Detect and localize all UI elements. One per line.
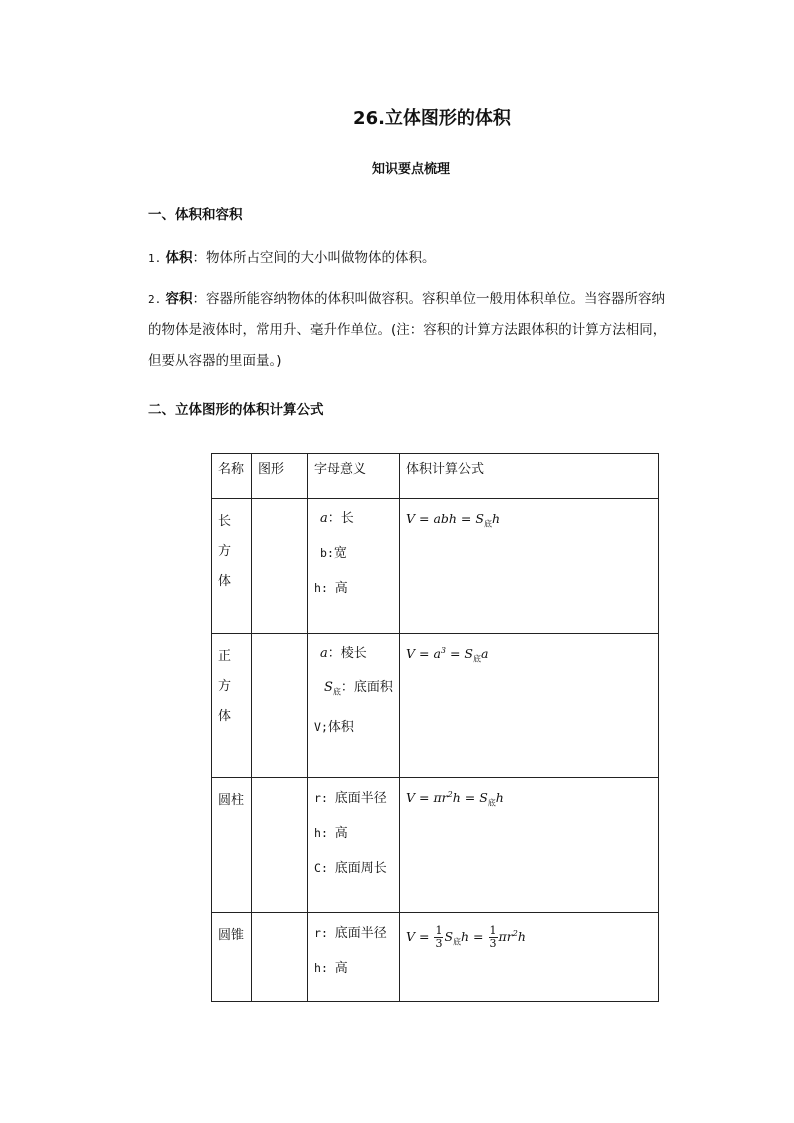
meaning-line: r: 底面半径 [314,926,387,941]
formula-cell [400,778,659,913]
letter-meaning-cell [308,913,400,1002]
letter-meaning-cell [308,499,400,634]
header-letter-meaning: 字母意义 [308,454,400,499]
table-row-cube [212,634,659,778]
figure-cell [252,634,308,778]
meaning-line: h: 高 [314,961,348,976]
section-heading-formulas: 二、立体图形的体积计算公式 [148,402,324,418]
table-row-cone [212,913,659,1002]
page-title: 26.立体图形的体积 [353,108,511,129]
formula-cell [400,913,659,1002]
shape-name: 长方体 [212,499,252,634]
meaning-line: C: 底面周长 [314,861,387,876]
meaning-line: V;体积 [314,719,354,735]
shape-name: 圆锥 [212,913,252,1002]
definition-text: ：物体所占空间的大小叫做物体的体积。 [192,250,436,266]
letter-meaning-cell [308,634,400,778]
meaning-line: $S_底$：底面积 [324,680,393,697]
formula-cylinder: $V = \pi r^2h = S_底h$ [406,790,504,808]
figure-cell [252,913,308,1002]
shape-name: 正方体 [212,634,252,778]
meaning-line: b:宽 [320,546,347,561]
term-capacity: 容积 [165,291,193,307]
formula-cell [400,499,659,634]
item-number: 1. [148,252,162,265]
table-row-cylinder [212,778,659,913]
shape-name: 圆柱 [212,778,252,913]
definition-capacity [148,284,668,377]
meaning-line: h: 高 [314,581,348,596]
definition-volume [148,243,668,274]
formula-cone: V = $\frac{1}{3}$ $S_底h$ = $\frac{1}{3}$ $\pi r^2h$ [406,924,526,950]
figure-cell [252,499,308,634]
formula-cube: $V = a^3 = S_底a$ [406,646,489,664]
table-row-cuboid [212,499,659,634]
term-volume: 体积 [165,250,193,266]
formula-cuboid: V = abh = $S_底h$ [406,511,500,529]
formula-cell [400,634,659,778]
figure-cell [252,778,308,913]
header-figure: 图形 [252,454,308,499]
letter-meaning-cell [308,778,400,913]
meaning-line: a：棱长 [320,646,367,661]
meaning-line: h: 高 [314,826,348,841]
header-formula: 体积计算公式 [400,454,659,499]
meaning-line: a：长 [320,511,354,526]
header-name: 名称 [212,454,252,499]
definition-text: ：容器所能容纳物体的体积叫做容积。容积单位一般用体积单位。当容器所容纳的物体是液体时，常用升、毫升作单位。(注：容积的计算方法跟体积的计算方法相同，但要从容器的里面量。) [148,291,667,369]
page-subtitle: 知识要点梳理 [371,162,450,177]
item-number: 2. [148,293,162,306]
table-header-row [212,454,659,499]
meaning-line: r: 底面半径 [314,791,387,806]
section-heading-volume-capacity: 一、体积和容积 [148,207,243,223]
volume-formula-table [211,453,659,1002]
